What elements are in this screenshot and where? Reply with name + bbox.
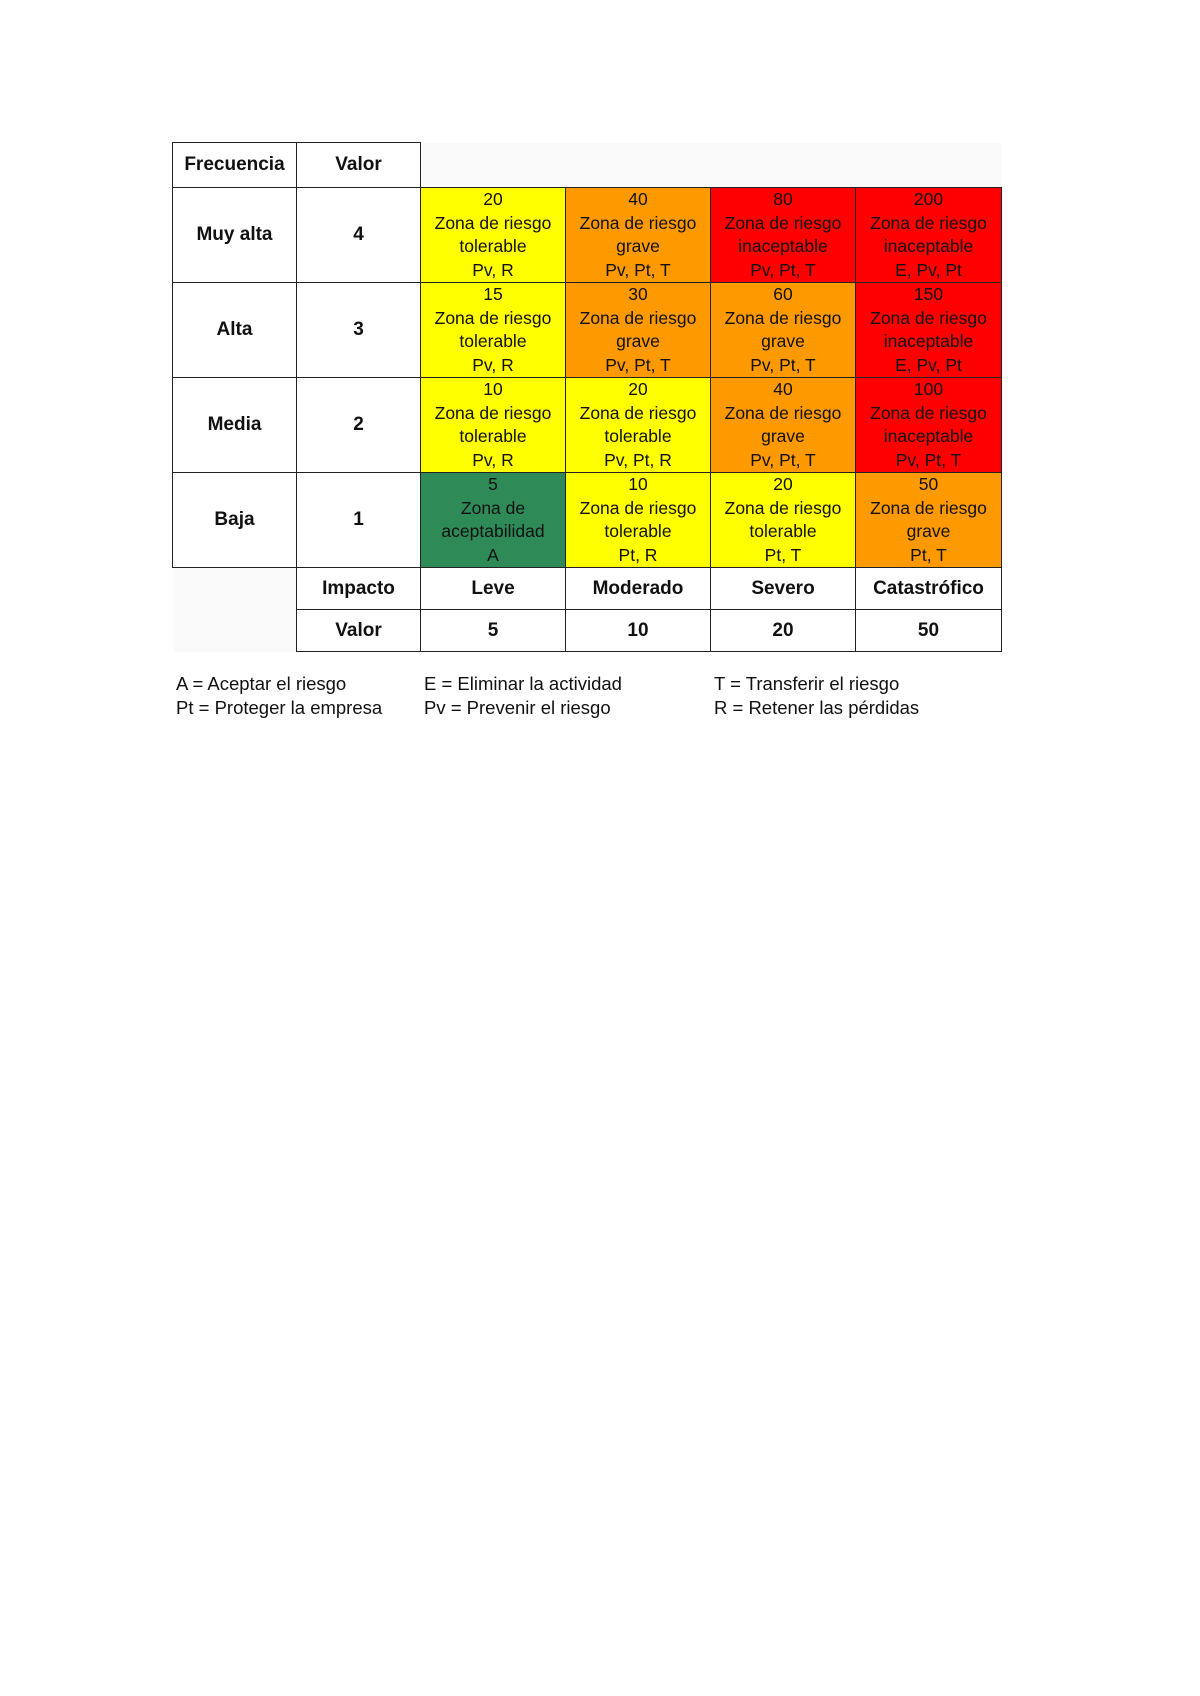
impact-value-label: Valor [297,610,421,652]
risk-actions: Pv, R [472,354,514,375]
legend-column [424,672,622,720]
frequency-value: 3 [297,283,421,378]
impact-level: Moderado [566,568,711,610]
risk-zone: Zona de riesgo [724,307,842,328]
risk-actions: E, Pv, Pt [895,354,962,375]
risk-cell [711,378,856,473]
risk-actions: Pt, T [910,544,947,565]
frequency-value: 4 [297,188,421,283]
matrix-row-baja [173,473,1002,568]
risk-cell [856,473,1002,568]
risk-score: 15 [483,284,503,304]
legend-item: Pt = Proteger la empresa [176,697,383,718]
frequency-label: Baja [173,473,297,568]
risk-score: 40 [773,379,793,399]
risk-qualifier: tolerable [604,426,672,446]
risk-zone: Zona de riesgo [870,402,987,423]
legend-item: E = Eliminar la actividad [424,673,622,694]
impact-value: 5 [421,610,566,652]
risk-actions: A [487,544,499,565]
impact-value: 20 [711,610,856,652]
risk-score: 150 [913,284,944,304]
risk-actions: E, Pv, Pt [895,259,962,280]
legend-item: T = Transferir el riesgo [714,673,900,694]
risk-zone: Zona de riesgo [434,402,552,423]
risk-actions: Pv, R [472,449,514,470]
risk-zone: Zona de riesgo [434,212,552,233]
impact-value: 50 [856,610,1002,652]
risk-qualifier: tolerable [604,521,672,541]
risk-cell [566,283,711,378]
risk-score: 50 [918,474,939,494]
impact-level: Leve [421,568,566,610]
risk-actions: Pv, Pt, T [605,354,671,375]
header-blank [421,143,1002,188]
impact-row [173,568,1002,610]
risk-score: 20 [483,189,503,209]
risk-score: 20 [773,474,793,494]
frequency-value: 1 [297,473,421,568]
risk-cell [421,378,566,473]
risk-zone: Zona de riesgo [579,307,697,328]
risk-qualifier: grave [616,236,660,256]
risk-zone: Zona de [460,497,526,518]
risk-zone: Zona de riesgo [579,402,697,423]
risk-zone: Zona de riesgo [724,212,842,233]
value-header: Valor [297,143,421,188]
risk-score: 80 [773,189,793,209]
risk-qualifier: grave [616,331,660,351]
risk-qualifier: aceptabilidad [441,521,545,541]
impact-level: Severo [711,568,856,610]
risk-cell [566,378,711,473]
risk-zone: Zona de riesgo [579,212,697,233]
risk-score: 100 [913,379,944,399]
risk-zone: Zona de riesgo [870,212,987,233]
legend-column [176,672,382,720]
risk-score: 30 [628,284,648,304]
header-row [173,143,1002,188]
risk-actions: Pv, R [472,259,514,280]
risk-zone: Zona de riesgo [870,497,987,518]
risk-actions: Pt, R [618,544,658,565]
frequency-value: 2 [297,378,421,473]
risk-actions: Pv, Pt, R [604,449,672,470]
risk-qualifier: inaceptable [883,426,974,446]
frequency-label: Media [173,378,297,473]
risk-actions: Pv, Pt, T [750,449,816,470]
risk-score: 5 [488,474,498,494]
risk-cell [566,188,711,283]
risk-actions: Pt, T [764,544,802,565]
risk-score: 200 [913,189,944,209]
matrix-row-media [173,378,1002,473]
risk-qualifier: grave [761,331,805,351]
risk-cell [856,188,1002,283]
footer-blank [173,568,297,652]
impact-value: 10 [566,610,711,652]
risk-score: 20 [628,379,648,399]
risk-matrix [172,142,1002,652]
risk-cell [856,283,1002,378]
risk-qualifier: grave [761,426,805,446]
risk-qualifier: tolerable [459,236,527,256]
risk-qualifier: inaceptable [883,236,974,256]
risk-cell [421,283,566,378]
impact-value-row [173,610,1002,652]
risk-qualifier: inaceptable [738,236,828,256]
legend-column [714,672,919,720]
risk-qualifier: tolerable [749,521,817,541]
risk-zone: Zona de riesgo [870,307,987,328]
risk-cell [421,473,566,568]
frequency-label: Muy alta [173,188,297,283]
risk-score: 10 [483,379,503,399]
risk-qualifier: tolerable [459,331,527,351]
risk-actions: Pv, Pt, T [750,354,816,375]
impact-level: Catastrófico [856,568,1002,610]
legend-item: A = Aceptar el riesgo [176,673,347,694]
risk-zone: Zona de riesgo [724,497,842,518]
matrix-row-alta [173,283,1002,378]
risk-zone: Zona de riesgo [434,307,552,328]
risk-actions: Pv, Pt, T [605,259,671,280]
risk-cell [566,473,711,568]
risk-actions: Pv, Pt, T [750,259,816,280]
risk-actions: Pv, Pt, T [895,449,962,470]
risk-score: 40 [628,189,648,209]
risk-cell [711,473,856,568]
risk-qualifier: tolerable [459,426,527,446]
risk-qualifier: grave [906,521,951,541]
risk-cell [421,188,566,283]
frequency-header: Frecuencia [173,143,297,188]
legend-item: Pv = Prevenir el riesgo [424,697,611,718]
risk-cell [711,188,856,283]
legend-item: R = Retener las pérdidas [714,697,920,718]
risk-cell [856,378,1002,473]
risk-score: 10 [628,474,648,494]
risk-zone: Zona de riesgo [579,497,697,518]
matrix-row-muy-alta [173,188,1002,283]
risk-score: 60 [773,284,793,304]
risk-zone: Zona de riesgo [724,402,842,423]
frequency-label: Alta [173,283,297,378]
risk-cell [711,283,856,378]
risk-qualifier: inaceptable [883,331,974,351]
impact-label: Impacto [297,568,421,610]
